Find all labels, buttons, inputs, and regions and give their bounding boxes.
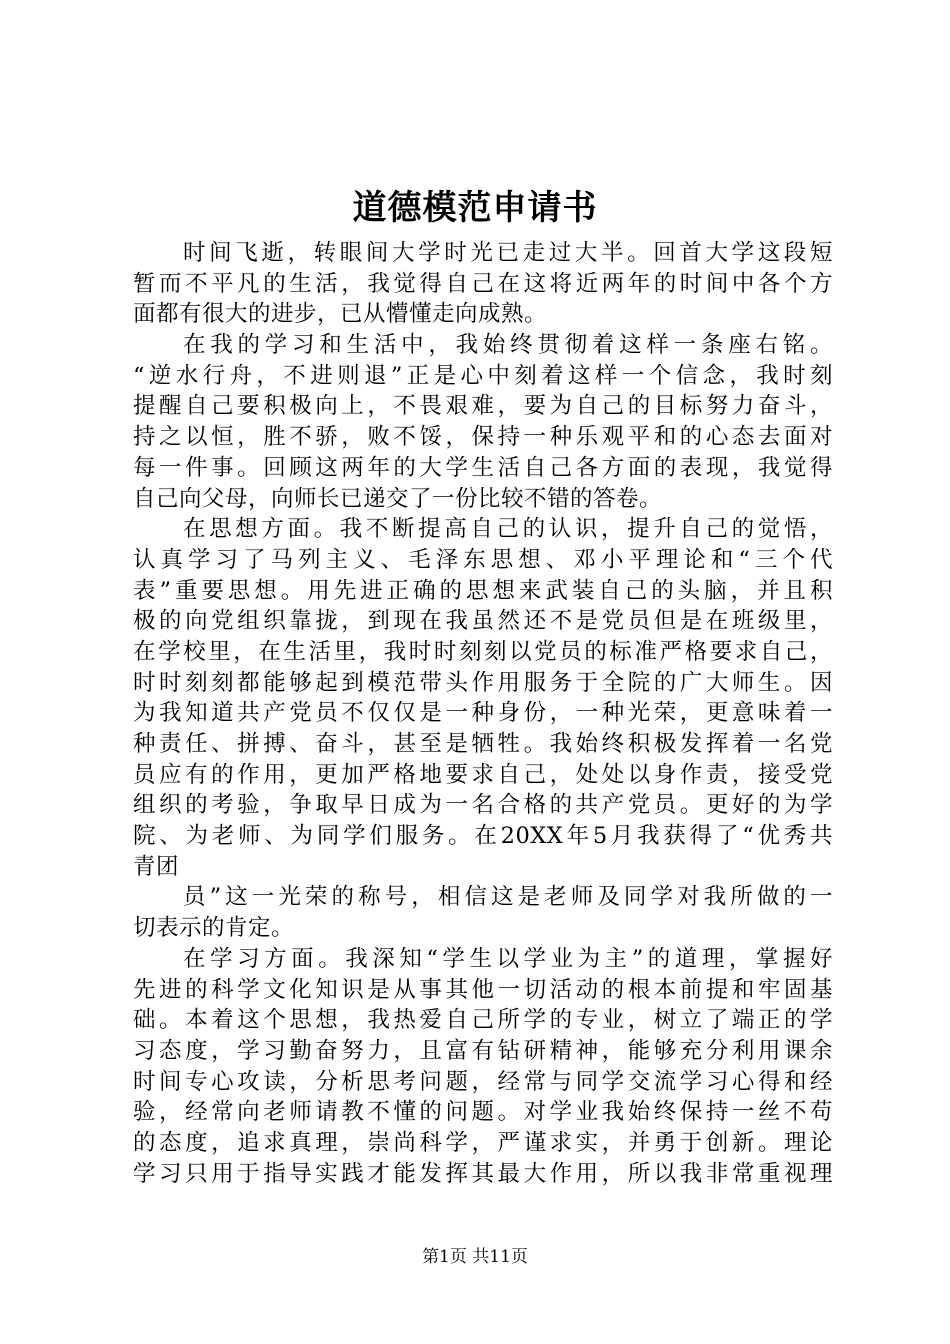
text-line: 为我知道共产党员不仅仅是一种身份，一种光荣，更意味着一 <box>133 700 833 727</box>
text-line: 青团 <box>133 853 180 880</box>
text-line: 在学习方面。我深知“学生以学业为主”的道理，掌握好 <box>183 945 833 972</box>
text-line: 持之以恒，胜不骄，败不馁，保持一种乐观平和的心态去面对 <box>133 424 833 451</box>
text-line: 极的向党组织靠拢，到现在我虽然还不是党员但是在班级里， <box>133 608 833 635</box>
text-line: 组织的考验，争取早日成为一名合格的共产党员。更好的为学 <box>133 792 833 819</box>
page-footer: 第1页 共11页 <box>422 1247 528 1267</box>
text-line: 员应有的作用，更加严格地要求自己，处处以身作责，接受党 <box>133 761 833 788</box>
text-line: 认真学习了马列主义、毛泽东思想、邓小平理论和“三个代 <box>133 546 833 573</box>
text-line: 每一件事。回顾这两年的大学生活自己各方面的表现，我觉得 <box>133 454 833 481</box>
text-line: 在我的学习和生活中，我始终贯彻着这样一条座右铭。 <box>183 332 833 359</box>
text-line: 暂而不平凡的生活，我觉得自己在这将近两年的时间中各个方 <box>133 270 833 297</box>
text-line: 的态度，追求真理，崇尚科学，严谨求实，并勇于创新。理论 <box>133 1129 833 1156</box>
document-body <box>133 238 833 1189</box>
text-line: 切表示的肯定。 <box>133 915 295 942</box>
text-line: 面都有很大的进步，已从懵懂走向成熟。 <box>133 301 548 328</box>
text-line: “逆水行舟，不进则退”正是心中刻着这样一个信念，我时刻 <box>133 362 833 389</box>
text-line: 础。本着这个思想，我热爱自己所学的专业，树立了端正的学 <box>133 1007 833 1034</box>
text-line: 学习只用于指导实践才能发挥其最大作用，所以我非常重视理 <box>133 1160 833 1187</box>
text-line: 自己向父母，向师长已递交了一份比较不错的答卷。 <box>133 485 663 512</box>
text-line: 在学校里，在生活里，我时时刻刻以党员的标准严格要求自己， <box>133 638 833 665</box>
text-line: 时时刻刻都能够起到模范带头作用服务于全院的广大师生。因 <box>133 669 833 696</box>
text-line: 验，经常向老师请教不懂的问题。对学业我始终保持一丝不苟 <box>133 1099 833 1126</box>
text-line: 种责任、拼搏、奋斗，甚至是牺牲。我始终积极发挥着一名党 <box>133 731 833 757</box>
text-line: 表”重要思想。用先进正确的思想来武装自己的头脑，并且积 <box>133 577 833 604</box>
text-line: 时间飞逝，转眼间大学时光已走过大半。回首大学这段短 <box>183 240 833 266</box>
text-line: 先进的科学文化知识是从事其他一切活动的根本前提和牢固基 <box>133 976 833 1003</box>
document-title: 道德模范申请书 <box>352 188 598 228</box>
text-line: 在思想方面。我不断提高自己的认识，提升自己的觉悟， <box>183 516 833 543</box>
text-line: 习态度，学习勤奋努力，且富有钻研精神，能够充分利用课余 <box>133 1037 833 1064</box>
text-line: 时间专心攻读，分析思考问题，经常与同学交流学习心得和经 <box>133 1068 833 1095</box>
text-line: 提醒自己要积极向上，不畏艰难，要为自己的目标努力奋斗， <box>133 393 833 420</box>
text-line: 院、为老师、为同学们服务。在20XX年5月我获得了“优秀共 <box>133 823 833 850</box>
text-line: 员”这一光荣的称号，相信这是老师及同学对我所做的一 <box>183 884 833 911</box>
